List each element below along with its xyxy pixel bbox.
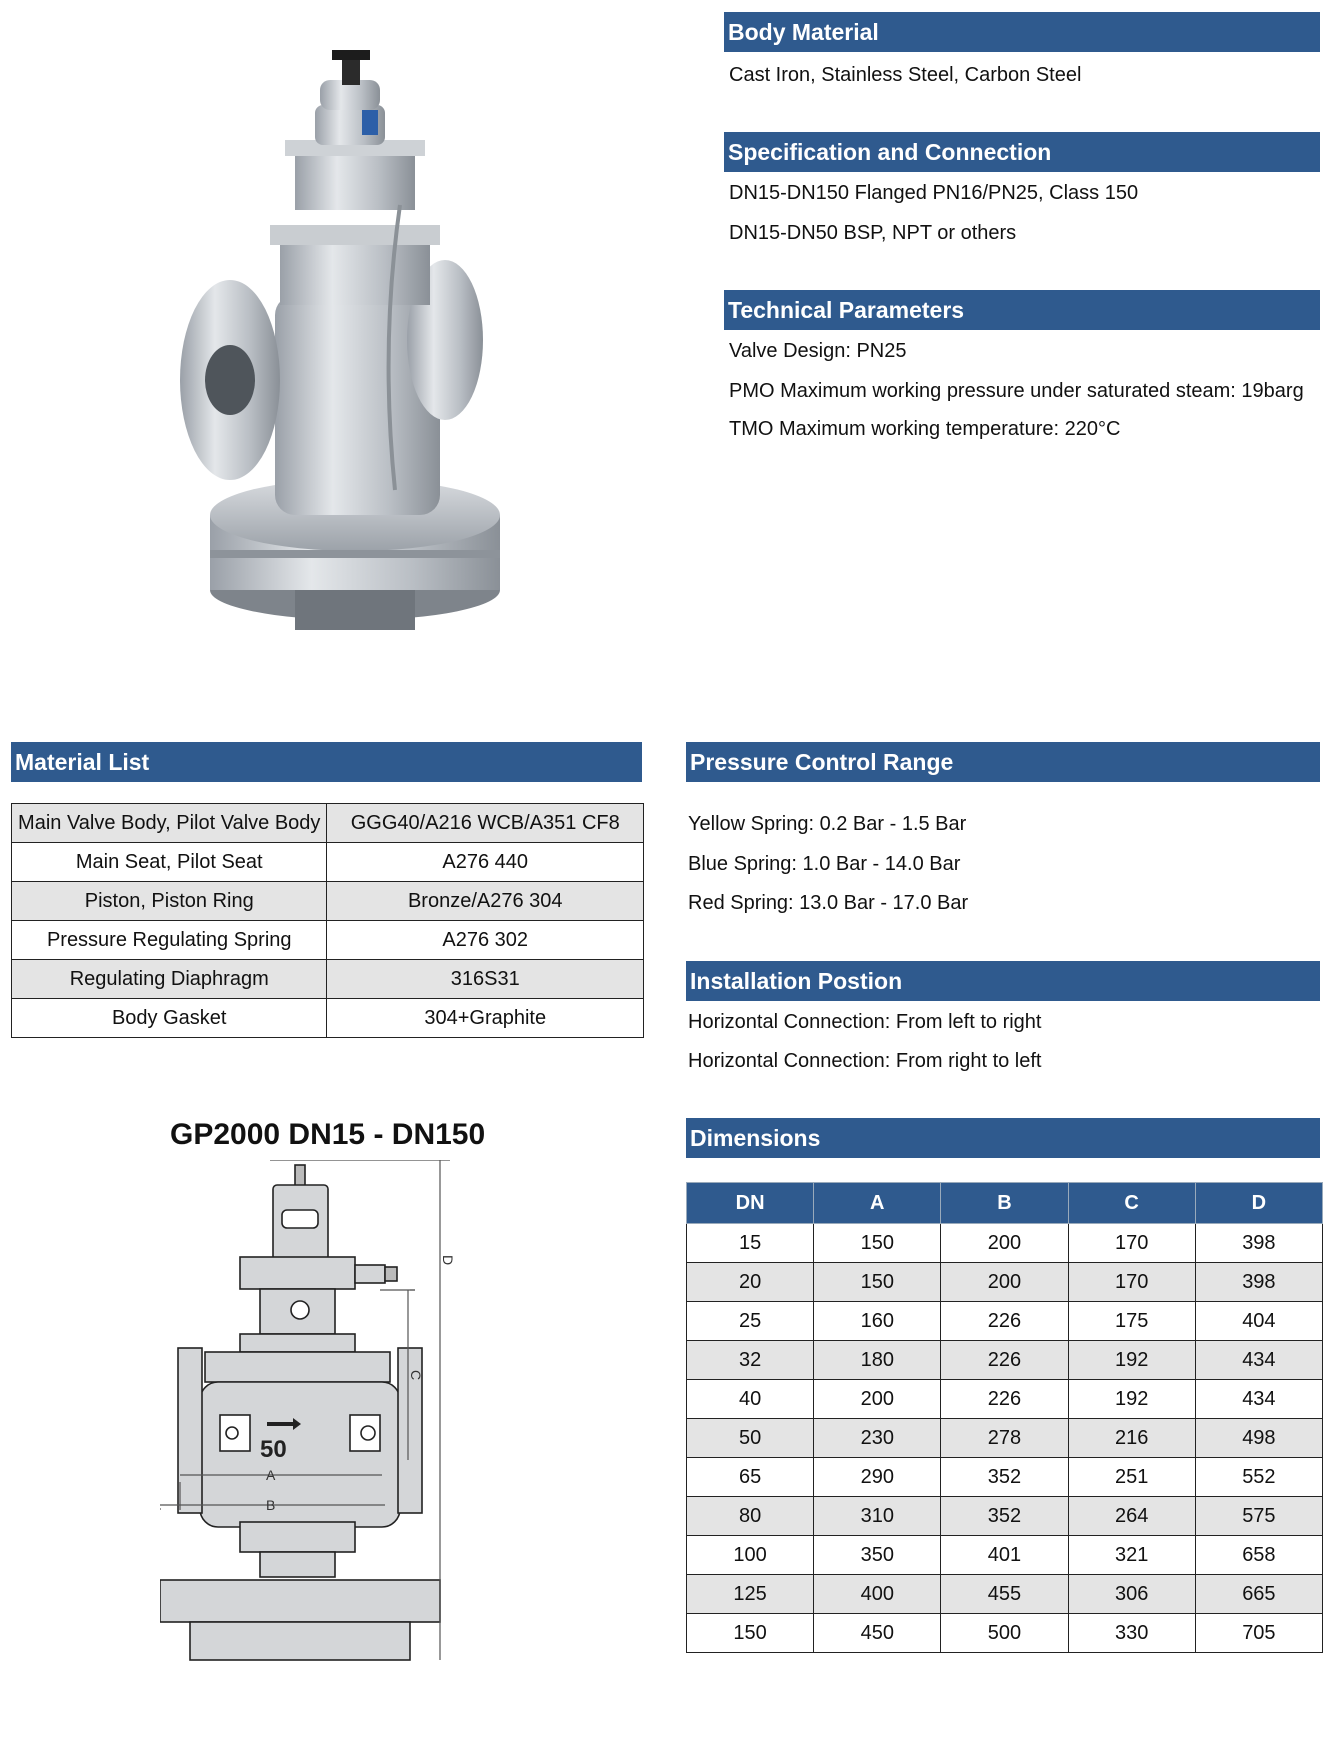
- dimension-cell: 50: [687, 1419, 814, 1458]
- technical-line: Valve Design: PN25: [729, 340, 907, 362]
- table-row: [687, 1614, 1323, 1653]
- material-spec: 316S31: [327, 960, 644, 999]
- technical-parameters-header: Technical Parameters: [724, 290, 1320, 330]
- dimension-cell: 170: [1068, 1263, 1195, 1302]
- table-row: [12, 843, 644, 882]
- dimension-cell: 32: [687, 1341, 814, 1380]
- technical-line: PMO Maximum working pressure under saturated steam: 19barg: [729, 380, 1304, 402]
- dim-label-d: D: [440, 1255, 456, 1266]
- table-row: [12, 999, 644, 1038]
- table-row: [12, 804, 644, 843]
- dimension-cell: 575: [1195, 1497, 1322, 1536]
- table-row: [12, 960, 644, 999]
- spec-connection-line: DN15-DN50 BSP, NPT or others: [729, 222, 1017, 244]
- dimension-cell: 80: [687, 1497, 814, 1536]
- dimension-cell: 500: [941, 1614, 1068, 1653]
- dimension-cell: 290: [814, 1458, 941, 1497]
- dimension-cell: 15: [687, 1224, 814, 1263]
- dimension-cell: 192: [1068, 1380, 1195, 1419]
- dimension-cell: 230: [814, 1419, 941, 1458]
- valve-dimension-drawing: [160, 1160, 510, 1680]
- pressure-range-line: Yellow Spring: 0.2 Bar - 1.5 Bar: [688, 813, 967, 835]
- dim-label-b: B: [266, 1497, 276, 1513]
- dimension-cell: 498: [1195, 1419, 1322, 1458]
- table-row: [687, 1302, 1323, 1341]
- dimension-cell: 216: [1068, 1419, 1195, 1458]
- dimension-cell: 200: [941, 1263, 1068, 1302]
- material-part: Body Gasket: [12, 999, 327, 1038]
- dimension-cell: 658: [1195, 1536, 1322, 1575]
- pressure-range-line: Blue Spring: 1.0 Bar - 14.0 Bar: [688, 853, 961, 875]
- dimension-cell: 150: [814, 1224, 941, 1263]
- dimension-cell: 352: [941, 1458, 1068, 1497]
- dimension-cell: 455: [941, 1575, 1068, 1614]
- material-spec: GGG40/A216 WCB/A351 CF8: [327, 804, 644, 843]
- dimension-cell: 150: [814, 1263, 941, 1302]
- technical-line: TMO Maximum working temperature: 220°C: [729, 418, 1121, 440]
- dimension-cell: 251: [1068, 1458, 1195, 1497]
- dimension-cell: 450: [814, 1614, 941, 1653]
- dimension-cell: 65: [687, 1458, 814, 1497]
- dim-label-c: C: [408, 1370, 424, 1381]
- dimension-cell: 400: [814, 1575, 941, 1614]
- dimension-cell: 434: [1195, 1380, 1322, 1419]
- material-list-table: [11, 803, 644, 1038]
- dimension-cell: 398: [1195, 1224, 1322, 1263]
- dimension-cell: 100: [687, 1536, 814, 1575]
- column-header: A: [814, 1183, 941, 1224]
- dimension-cell: 170: [1068, 1224, 1195, 1263]
- table-row: [687, 1263, 1323, 1302]
- dimension-cell: 226: [941, 1341, 1068, 1380]
- dimension-cell: 278: [941, 1419, 1068, 1458]
- spec-connection-line: DN15-DN150 Flanged PN16/PN25, Class 150: [729, 182, 1139, 204]
- dimension-cell: 398: [1195, 1263, 1322, 1302]
- dimension-cell: 321: [1068, 1536, 1195, 1575]
- dimension-cell: 40: [687, 1380, 814, 1419]
- dimension-cell: 404: [1195, 1302, 1322, 1341]
- spec-connection-header: Specification and Connection: [724, 132, 1320, 172]
- dimension-cell: 330: [1068, 1614, 1195, 1653]
- dimensions-table: [686, 1182, 1323, 1653]
- installation-line: Horizontal Connection: From right to left: [688, 1050, 1042, 1072]
- dimension-cell: 310: [814, 1497, 941, 1536]
- table-row: [12, 882, 644, 921]
- table-row: [687, 1341, 1323, 1380]
- table-row: [687, 1419, 1323, 1458]
- table-row: [687, 1575, 1323, 1614]
- table-row: [687, 1497, 1323, 1536]
- table-row: [12, 921, 644, 960]
- material-part: Regulating Diaphragm: [12, 960, 327, 999]
- dimension-cell: 350: [814, 1536, 941, 1575]
- material-spec: Bronze/A276 304: [327, 882, 644, 921]
- table-row: [687, 1380, 1323, 1419]
- pressure-range-line: Red Spring: 13.0 Bar - 17.0 Bar: [688, 892, 969, 914]
- dimension-cell: 175: [1068, 1302, 1195, 1341]
- material-part: Pressure Regulating Spring: [12, 921, 327, 960]
- table-row: [687, 1536, 1323, 1575]
- column-header: C: [1068, 1183, 1195, 1224]
- valve-product-image: [170, 45, 530, 655]
- dimension-cell: 125: [687, 1575, 814, 1614]
- dimension-cell: 352: [941, 1497, 1068, 1536]
- drawing-title: GP2000 DN15 - DN150: [170, 1118, 486, 1151]
- installation-line: Horizontal Connection: From left to right: [688, 1011, 1042, 1033]
- material-spec: A276 440: [327, 843, 644, 882]
- dimension-cell: 226: [941, 1380, 1068, 1419]
- dimension-cell: 150: [687, 1614, 814, 1653]
- dimension-cell: 200: [814, 1380, 941, 1419]
- column-header: B: [941, 1183, 1068, 1224]
- dimension-cell: 180: [814, 1341, 941, 1380]
- body-material-header: Body Material: [724, 12, 1320, 52]
- pressure-range-header: Pressure Control Range: [686, 742, 1320, 782]
- material-part: Piston, Piston Ring: [12, 882, 327, 921]
- dimension-cell: 401: [941, 1536, 1068, 1575]
- column-header: DN: [687, 1183, 814, 1224]
- dimension-cell: 665: [1195, 1575, 1322, 1614]
- dimension-cell: 434: [1195, 1341, 1322, 1380]
- dimension-cell: 306: [1068, 1575, 1195, 1614]
- column-header: D: [1195, 1183, 1322, 1224]
- material-list-header: Material List: [11, 742, 642, 782]
- dimension-cell: 226: [941, 1302, 1068, 1341]
- material-part: Main Seat, Pilot Seat: [12, 843, 327, 882]
- material-spec: 304+Graphite: [327, 999, 644, 1038]
- dimension-cell: 20: [687, 1263, 814, 1302]
- dimension-cell: 25: [687, 1302, 814, 1341]
- installation-header: Installation Postion: [686, 961, 1320, 1001]
- dimension-cell: 200: [941, 1224, 1068, 1263]
- dimension-cell: 160: [814, 1302, 941, 1341]
- dimension-cell: 705: [1195, 1614, 1322, 1653]
- table-row: [687, 1224, 1323, 1263]
- material-part: Main Valve Body, Pilot Valve Body: [12, 804, 327, 843]
- flow-size-label: 50: [260, 1436, 287, 1463]
- dimensions-header: Dimensions: [686, 1118, 1320, 1158]
- table-row: [687, 1458, 1323, 1497]
- dimension-cell: 552: [1195, 1458, 1322, 1497]
- material-spec: A276 302: [327, 921, 644, 960]
- dimension-cell: 264: [1068, 1497, 1195, 1536]
- table-header-row: [687, 1183, 1323, 1224]
- body-material-text: Cast Iron, Stainless Steel, Carbon Steel: [729, 64, 1082, 86]
- dim-label-a: A: [266, 1467, 276, 1483]
- dimension-cell: 192: [1068, 1341, 1195, 1380]
